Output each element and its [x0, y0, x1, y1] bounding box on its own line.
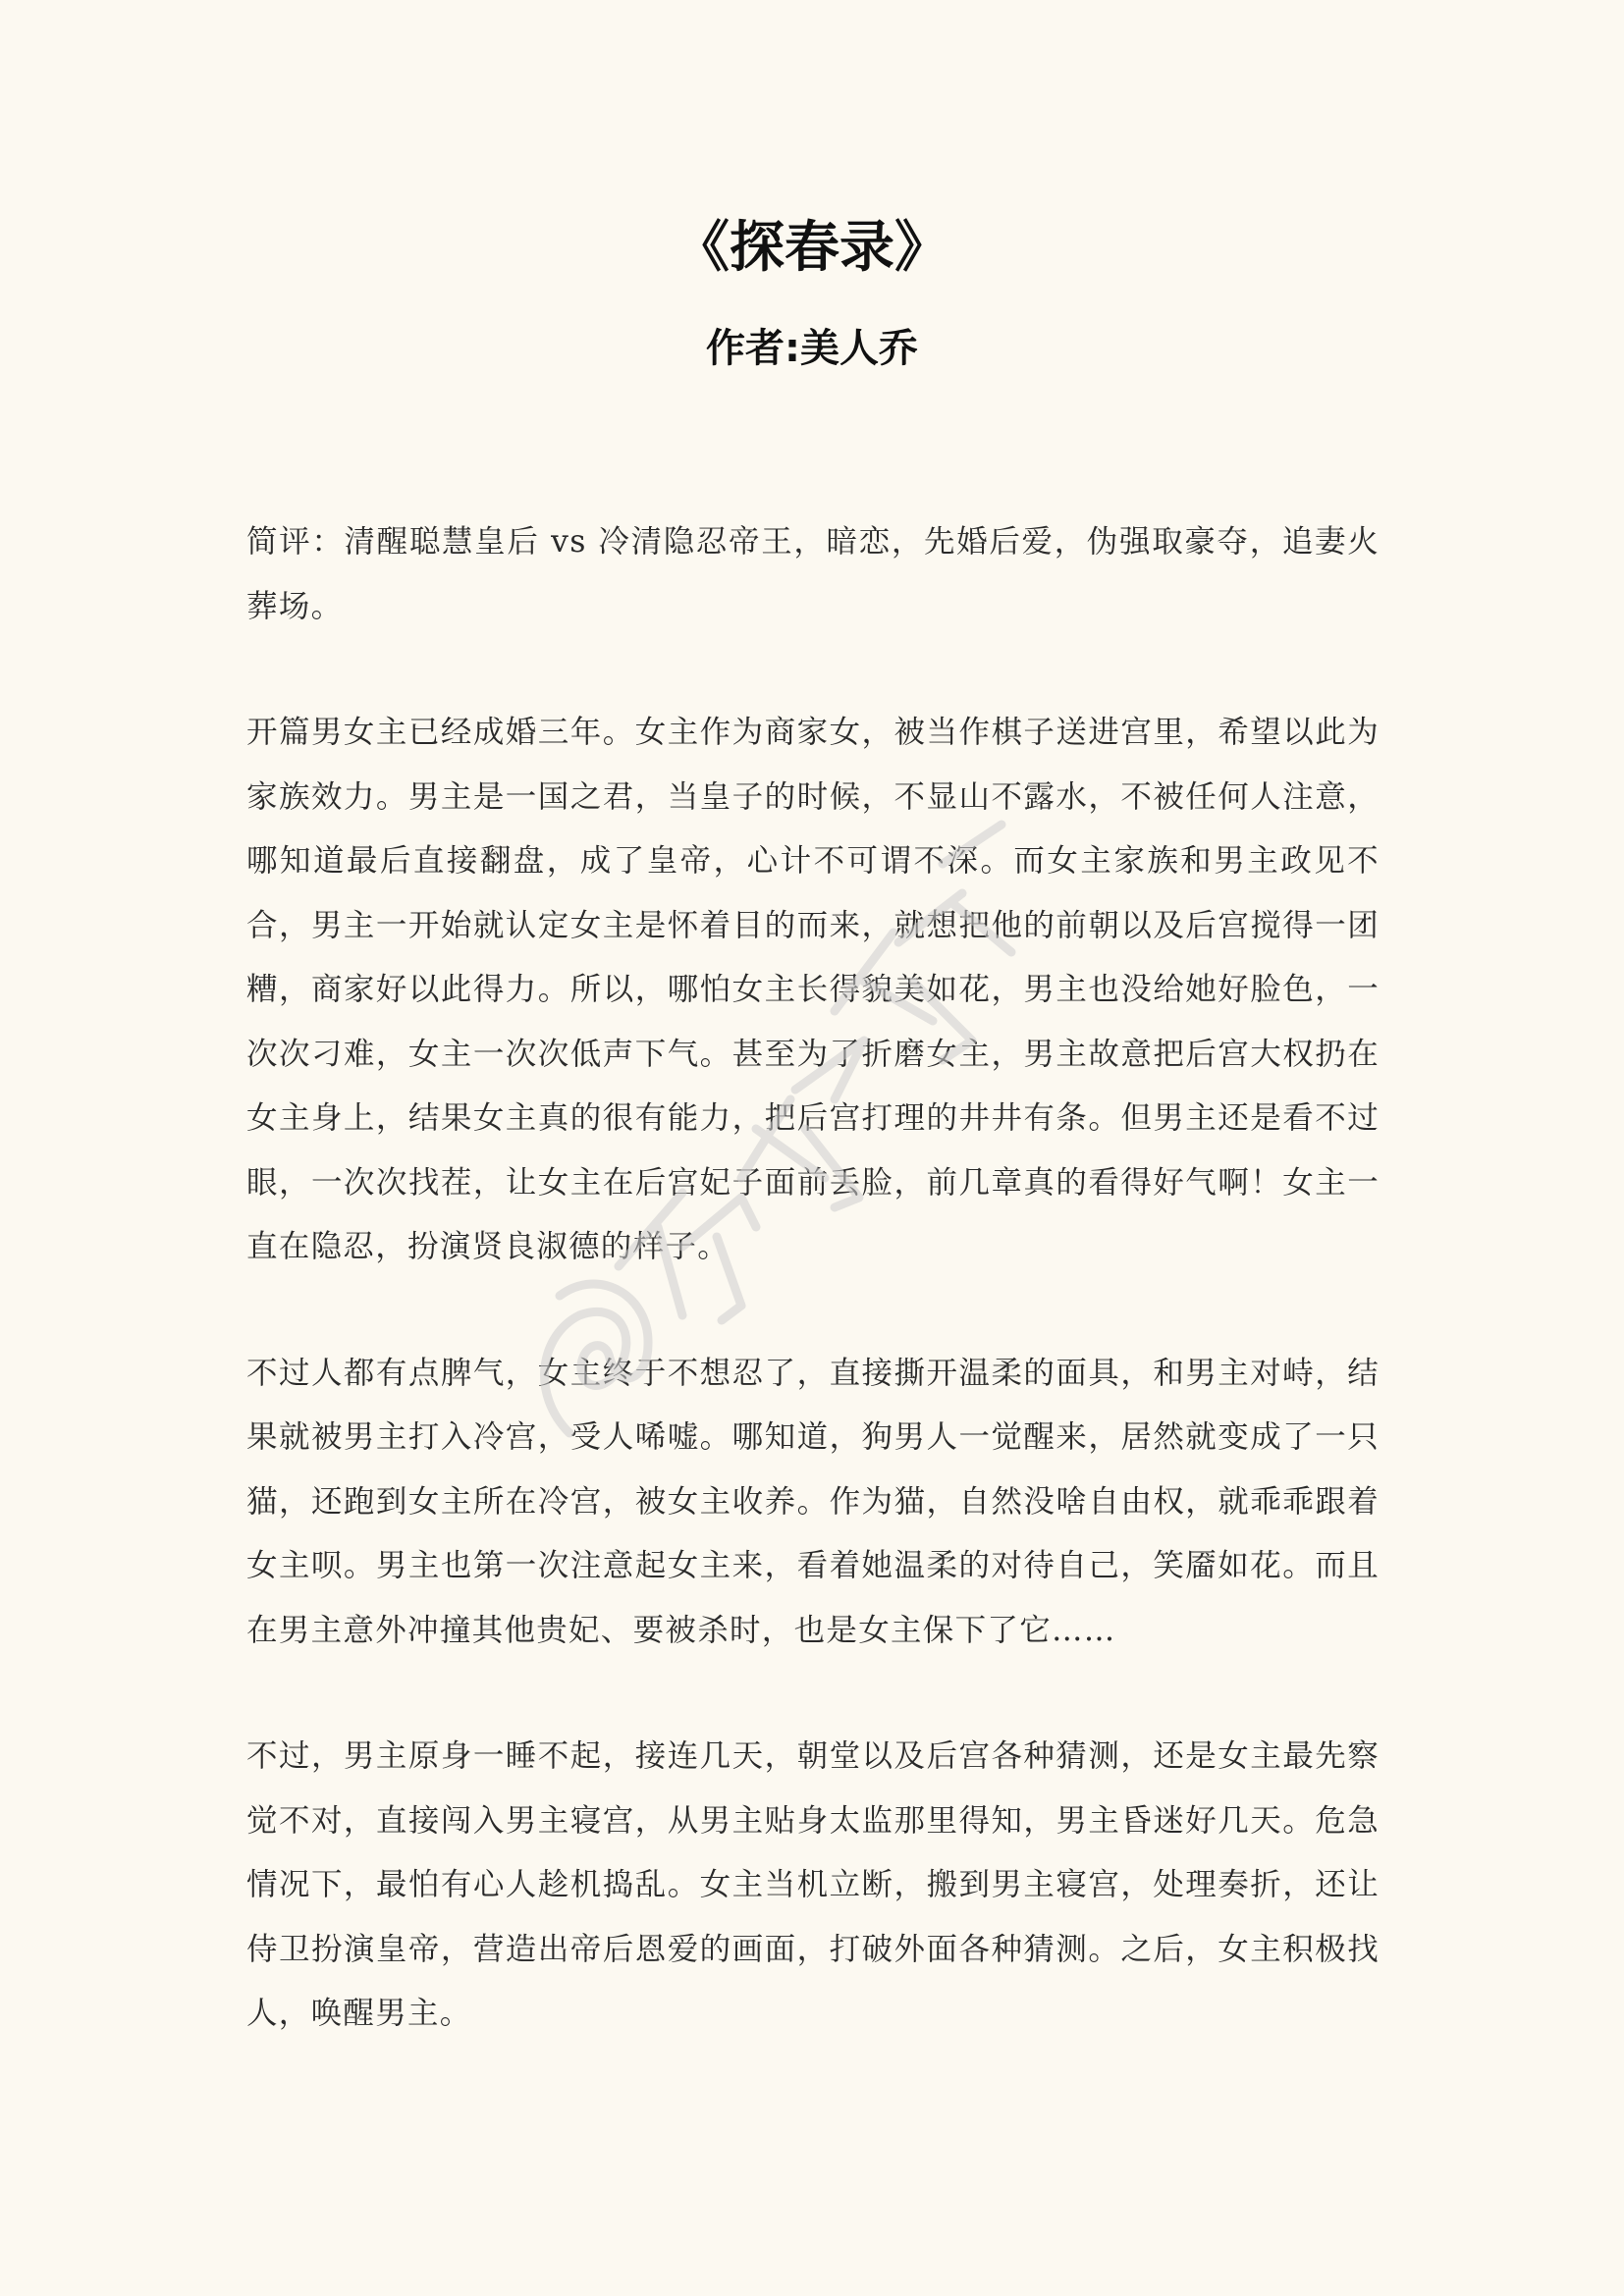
plot-paragraph-2: 不过人都有点脾气，女主终于不想忍了，直接撕开温柔的面具，和男主对峙，结果就被男主打入冷宫，受人唏嘘。哪知道，狗男人一觉醒来，居然就变成了一只猫，还跑到女主所在冷宫，被女主收养。作为猫，自然没啥自由权，就乖乖跟着女主呗。男主也第一次注意起女主来，看着她温柔的对待自己，笑靥如花。而且在男主意外冲撞其他贵妃、要被杀时，也是女主保下了它……	[246, 1355, 1380, 1648]
review-body	[246, 510, 1380, 2109]
plot-paragraph-1: 开篇男女主已经成婚三年。女主作为商家女，被当作棋子送进宫里，希望以此为家族效力。男主是一国之君，当皇子的时候，不显山不露水，不被任何人注意，哪知道最后直接翻盘，成了皇帝，心计不可谓不深。而女主家族和男主政见不合，男主一开始就认定女主是怀着目的而来，就想把他的前朝以及后宫搅得一团糟，商家好以此得力。所以，哪怕女主长得貌美如花，男主也没给她好脸色，一次次刁难，女主一次次低声下气。甚至为了折磨女主，男主故意把后宫大权扔在女主身上，结果女主真的很有能力，把后宫打理的井井有条。但男主还是看不过眼，一次次找茬，让女主在后宫妃子面前丢脸，前几章真的看得好气啊！女主一直在隐忍，扮演贤良淑德的样子。	[246, 715, 1380, 1264]
author-line: 作者:美人乔	[706, 326, 918, 371]
book-title: 《探春录》	[675, 215, 949, 280]
plot-paragraph-3: 不过，男主原身一睡不起，接连几天，朝堂以及后宫各种猜测，还是女主最先察觉不对，直接闯入男主寝宫，从男主贴身太监那里得知，男主昏迷好几天。危急情况下，最怕有心人趁机捣乱。女主当机立断，搬到男主寝宫，处理奏折，还让侍卫扮演皇帝，营造出帝后恩爱的画面，打破外面各种猜测。之后，女主积极找人，唤醒男主。	[246, 1738, 1380, 2031]
summary-paragraph: 简评：清醒聪慧皇后 vs 冷清隐忍帝王，暗恋，先婚后爱，伪强取豪夺，追妻火葬场。	[246, 524, 1380, 624]
